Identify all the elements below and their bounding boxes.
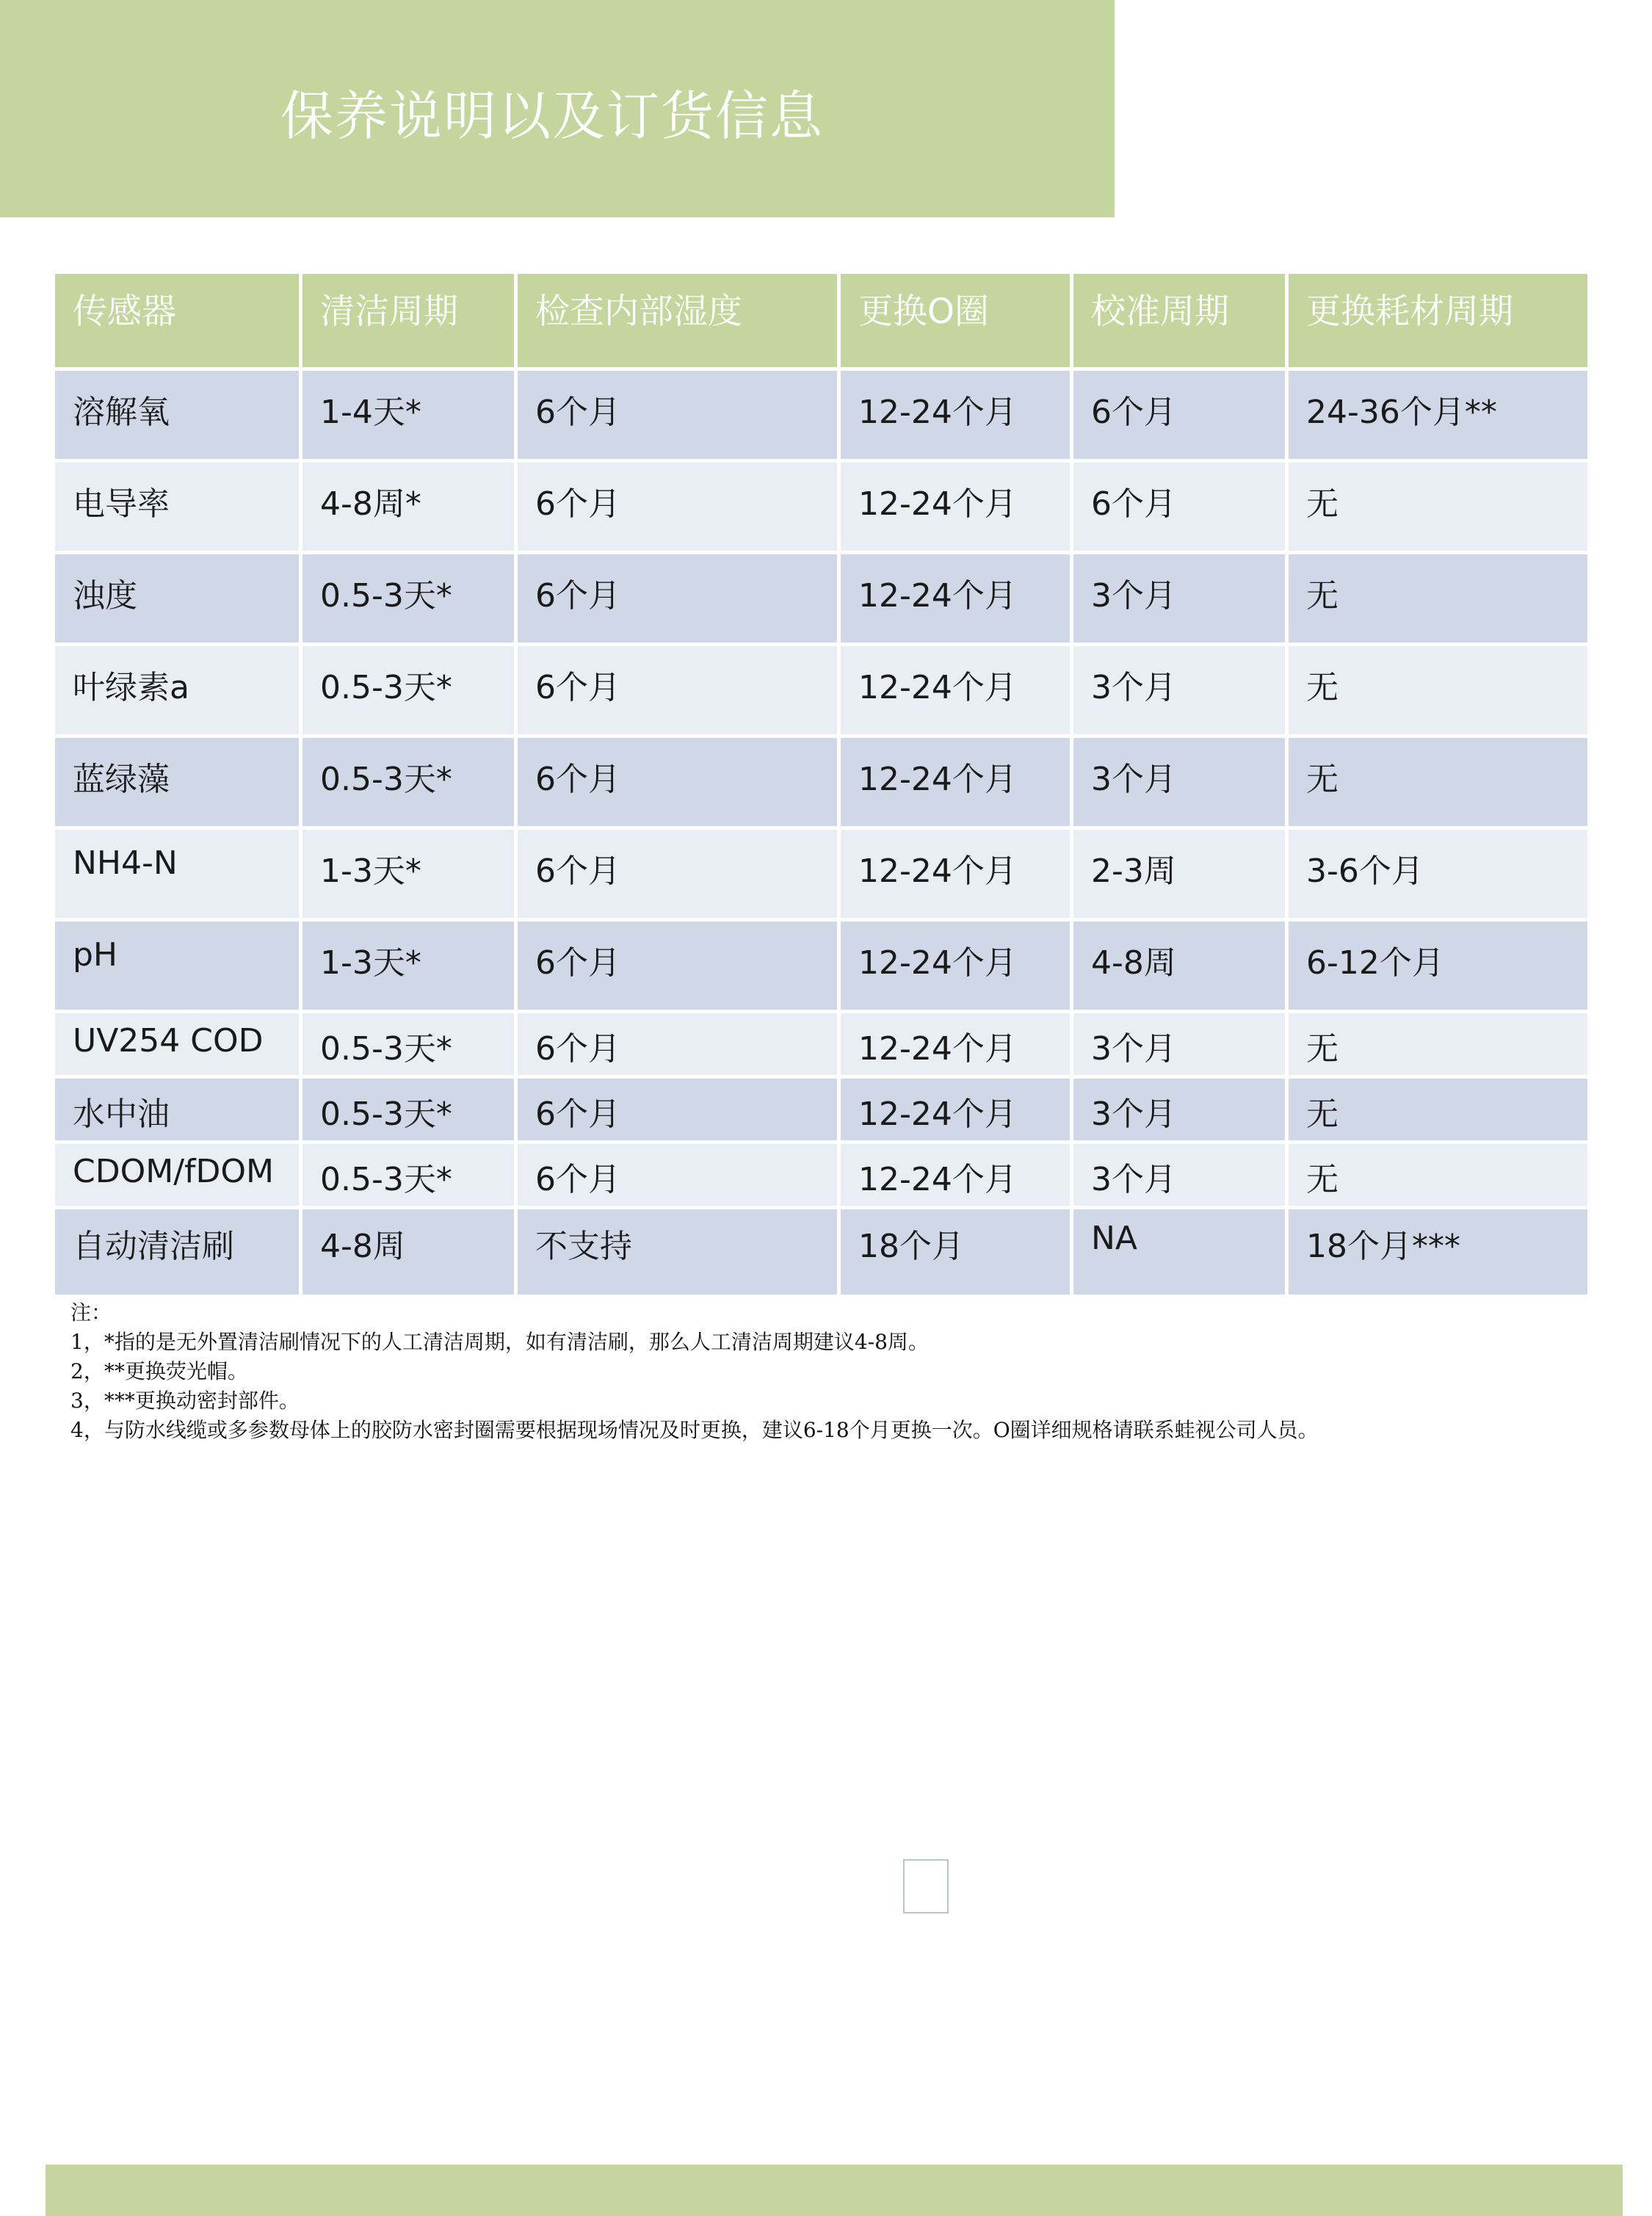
- cell-calibration: 3个月: [1072, 553, 1287, 645]
- cell-o-ring: 12-24个月: [839, 736, 1072, 828]
- cell-sensor: pH: [54, 920, 301, 1012]
- cell-cleaning: 0.5-3天*: [301, 1077, 516, 1143]
- cell-humidity: 不支持: [516, 1208, 839, 1297]
- header-o-ring: 更换O圈: [839, 272, 1072, 369]
- cell-calibration: 6个月: [1072, 461, 1287, 553]
- note-item: 4，与防水线缆或多参数母体上的胶防水密封圈需要根据现场情况及时更换，建议6-18个月更换一次。O圈详细规格请联系蛙视公司人员。: [70, 1418, 1319, 1442]
- cell-humidity: 6个月: [516, 553, 839, 645]
- cell-humidity: 6个月: [516, 1077, 839, 1143]
- page-title: 保养说明以及订货信息: [280, 85, 825, 147]
- cell-sensor: 自动清洁刷: [54, 1208, 301, 1297]
- table-row: [54, 369, 1590, 461]
- cell-humidity: 6个月: [516, 920, 839, 1012]
- cell-cleaning: 0.5-3天*: [301, 736, 516, 828]
- cell-sensor: 浊度: [54, 553, 301, 645]
- note-item: 1，*指的是无外置清洁刷情况下的人工清洁周期，如有清洁刷，那么人工清洁周期建议4-8周。: [70, 1330, 929, 1354]
- header-band: [0, 0, 1115, 217]
- cell-cleaning: 0.5-3天*: [301, 553, 516, 645]
- table-row: [54, 461, 1590, 553]
- table-row: [54, 736, 1590, 828]
- cell-cleaning: 4-8周*: [301, 461, 516, 553]
- header-cleaning-period: 清洁周期: [301, 272, 516, 369]
- cell-o-ring: 12-24个月: [839, 828, 1072, 920]
- cell-humidity: 6个月: [516, 1012, 839, 1077]
- cell-consumables: 无: [1287, 461, 1590, 553]
- cell-o-ring: 12-24个月: [839, 1012, 1072, 1077]
- cell-o-ring: 12-24个月: [839, 645, 1072, 736]
- cell-cleaning: 1-3天*: [301, 920, 516, 1012]
- cell-humidity: 6个月: [516, 645, 839, 736]
- cell-humidity: 6个月: [516, 736, 839, 828]
- cell-sensor: 叶绿素a: [54, 645, 301, 736]
- cell-calibration: 2-3周: [1072, 828, 1287, 920]
- cell-cleaning: 1-3天*: [301, 828, 516, 920]
- cell-consumables: 无: [1287, 1143, 1590, 1208]
- cell-sensor: 蓝绿藻: [54, 736, 301, 828]
- cell-o-ring: 12-24个月: [839, 461, 1072, 553]
- cell-calibration: 6个月: [1072, 369, 1287, 461]
- cell-consumables: 无: [1287, 1012, 1590, 1077]
- header-consumables: 更换耗材周期: [1287, 272, 1590, 369]
- cell-o-ring: 12-24个月: [839, 1077, 1072, 1143]
- cell-humidity: 6个月: [516, 828, 839, 920]
- cell-consumables: 24-36个月**: [1287, 369, 1590, 461]
- cell-o-ring: 12-24个月: [839, 369, 1072, 461]
- cell-cleaning: 0.5-3天*: [301, 1143, 516, 1208]
- cell-cleaning: 4-8周: [301, 1208, 516, 1297]
- cell-calibration: 3个月: [1072, 736, 1287, 828]
- cell-sensor: 溶解氧: [54, 369, 301, 461]
- cell-sensor: CDOM/fDOM: [54, 1143, 301, 1208]
- note-item: 2，**更换荧光帽。: [70, 1359, 248, 1383]
- cell-sensor: 水中油: [54, 1077, 301, 1143]
- cell-sensor: 电导率: [54, 461, 301, 553]
- cell-cleaning: 0.5-3天*: [301, 645, 516, 736]
- table-row: [54, 645, 1590, 736]
- cell-cleaning: 1-4天*: [301, 369, 516, 461]
- cell-humidity: 6个月: [516, 1143, 839, 1208]
- cell-o-ring: 12-24个月: [839, 1143, 1072, 1208]
- cell-humidity: 6个月: [516, 461, 839, 553]
- cell-cleaning: 0.5-3天*: [301, 1012, 516, 1077]
- cell-calibration: 3个月: [1072, 645, 1287, 736]
- notes-section: [70, 1298, 1319, 1445]
- cell-consumables: 无: [1287, 736, 1590, 828]
- cell-consumables: 6-12个月: [1287, 920, 1590, 1012]
- table-header-row: [54, 272, 1590, 369]
- header-sensor: 传感器: [54, 272, 301, 369]
- cell-o-ring: 18个月: [839, 1208, 1072, 1297]
- cell-consumables: 无: [1287, 553, 1590, 645]
- table-row: [54, 553, 1590, 645]
- table-row: [54, 1208, 1590, 1297]
- cell-sensor: NH4-N: [54, 828, 301, 920]
- table-row: [54, 828, 1590, 920]
- maintenance-table: [51, 270, 1591, 1298]
- header-humidity-check: 检查内部湿度: [516, 272, 839, 369]
- cell-calibration: 3个月: [1072, 1077, 1287, 1143]
- footer-band: [46, 2165, 1623, 2216]
- header-calibration: 校准周期: [1072, 272, 1287, 369]
- cell-calibration: 4-8周: [1072, 920, 1287, 1012]
- cell-o-ring: 12-24个月: [839, 920, 1072, 1012]
- cell-consumables: 无: [1287, 645, 1590, 736]
- cell-o-ring: 12-24个月: [839, 553, 1072, 645]
- table-row: [54, 1012, 1590, 1077]
- empty-box-marker: [903, 1859, 949, 1913]
- cell-calibration: 3个月: [1072, 1012, 1287, 1077]
- cell-consumables: 3-6个月: [1287, 828, 1590, 920]
- cell-humidity: 6个月: [516, 369, 839, 461]
- cell-consumables: 无: [1287, 1077, 1590, 1143]
- table-row: [54, 1077, 1590, 1143]
- table-row: [54, 920, 1590, 1012]
- table-row: [54, 1143, 1590, 1208]
- note-item: 3，***更换动密封部件。: [70, 1388, 300, 1413]
- notes-label: 注：: [70, 1300, 112, 1325]
- cell-consumables: 18个月***: [1287, 1208, 1590, 1297]
- cell-calibration: NA: [1072, 1208, 1287, 1297]
- cell-calibration: 3个月: [1072, 1143, 1287, 1208]
- cell-sensor: UV254 COD: [54, 1012, 301, 1077]
